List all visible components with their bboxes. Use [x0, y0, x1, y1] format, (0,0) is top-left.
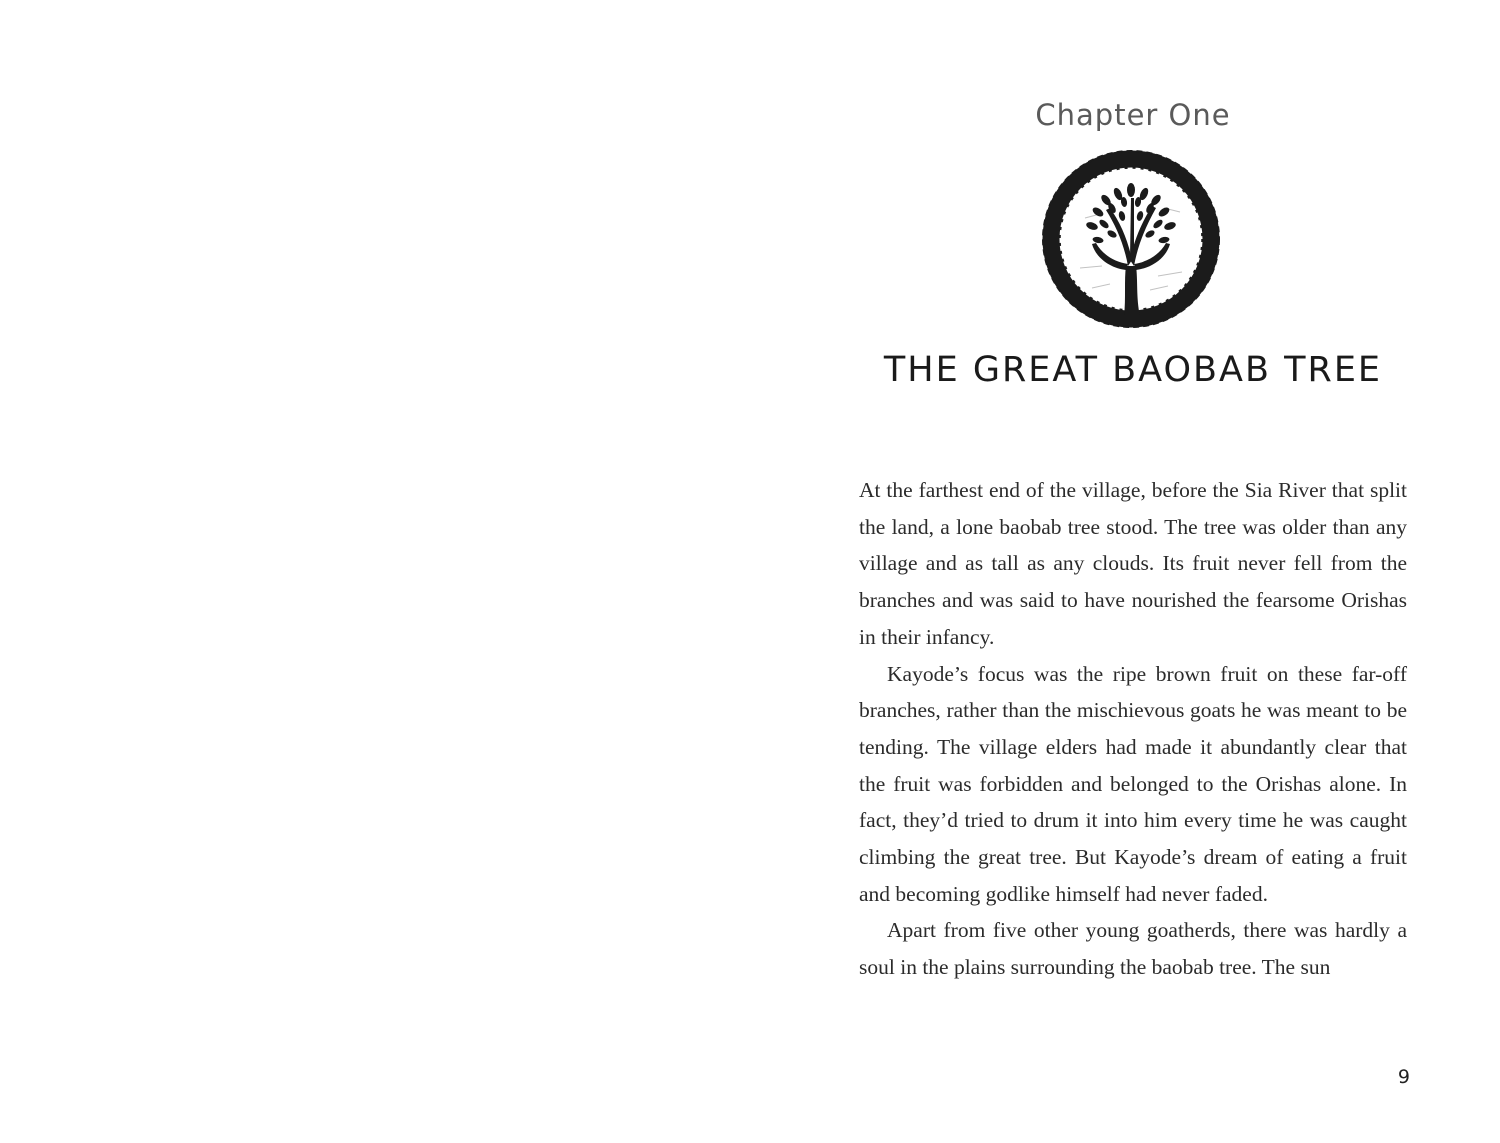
paragraph: At the farthest end of the village, before the Sia River that split the land, a lone baobab tree stood. The tree was older than any village and as tall as any clouds. Its fruit never fell from the branches and was said to have nourished the fearsome Orishas in their infancy. [859, 478, 1407, 649]
paragraph: Kayode’s focus was the ripe brown fruit on these far-off branches, rather than the mischievous goats he was meant to be tending. The village elders had made it abundantly clear that the fruit was forbidden and belonged to the Orishas alone. In fact, they’d tried to drum it into him every time he was caught climbing the great tree. But Kayode’s dream of eating a fruit and becoming godlike himself had never faded. [859, 661, 1407, 906]
baobab-tree-icon [1040, 148, 1222, 330]
chapter-title: THE GREAT BAOBAB TREE [883, 350, 1383, 390]
chapter-label: Chapter One [1035, 98, 1231, 132]
right-page [750, 0, 1500, 1143]
page-number: 9 [1397, 1066, 1410, 1088]
body-text [859, 472, 1407, 986]
paragraph: Apart from five other young goatherds, there was hardly a soul in the plains surrounding the baobab tree. The sun [859, 918, 1407, 980]
